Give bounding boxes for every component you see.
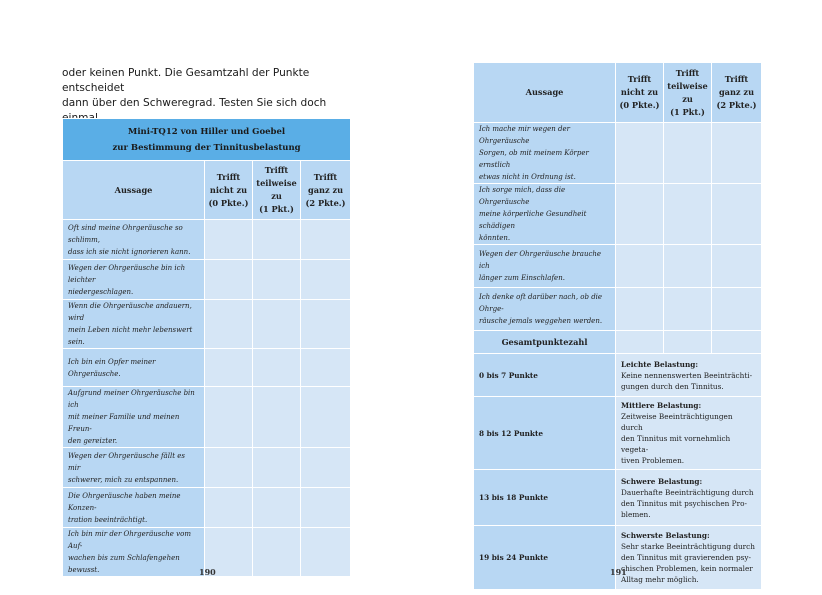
table-row	[63, 488, 351, 528]
header-line: teilweise	[256, 178, 297, 188]
answer-cell	[253, 448, 301, 488]
table-row	[474, 184, 762, 245]
statement-cell	[63, 488, 205, 528]
statement-line: etwas nicht in Ordnung ist.	[479, 173, 576, 181]
score-description-line: chischen Problemen, kein normaler	[621, 564, 753, 573]
header-statement: Aussage	[474, 63, 616, 123]
answer-cell	[205, 260, 253, 300]
score-description-line: gungen durch den Tinnitus.	[621, 381, 724, 391]
statement-line: könnten.	[479, 234, 511, 242]
answer-cell	[301, 300, 351, 349]
header-not-true	[205, 161, 253, 220]
statement-line: den gereizter.	[68, 437, 118, 445]
answer-cell	[301, 220, 351, 260]
statement-line: Ich sorge mich, dass die Ohrgeräusche	[479, 186, 566, 206]
statement-cell	[474, 123, 616, 184]
header-line: (1 Pkt.)	[259, 204, 294, 214]
answer-cell	[712, 245, 762, 288]
header-partly-true	[253, 161, 301, 220]
score-range: 13 bis 18 Punkte	[474, 470, 616, 526]
score-row	[474, 470, 762, 526]
statement-line: meine körperliche Gesundheit schädigen	[479, 210, 587, 230]
answer-cell	[712, 288, 762, 331]
header-line: (0 Pkte.)	[208, 197, 249, 208]
table-row	[63, 349, 351, 387]
answer-cell	[664, 184, 712, 245]
header-line: teilweise	[667, 80, 708, 91]
answer-cell	[712, 184, 762, 245]
answer-cell	[616, 184, 664, 245]
total-cell	[712, 331, 762, 354]
header-line: Trifft	[627, 74, 652, 84]
answer-cell	[301, 488, 351, 528]
header-line: Trifft	[264, 165, 289, 175]
score-description	[616, 354, 762, 397]
header-line: nicht zu	[209, 184, 248, 195]
score-description	[616, 526, 762, 590]
score-description-line: Dauerhafte Beeinträchtigung durch	[621, 487, 754, 497]
header-partly-true	[664, 63, 712, 123]
statement-cell	[474, 184, 616, 245]
score-description-line: Keine nennenswerten Beeinträchti-	[621, 370, 753, 380]
header-fully-true	[301, 161, 351, 220]
statement-line: Oft sind meine Ohrgeräusche so schlimm,	[68, 223, 183, 244]
statement-line: dass ich sie nicht ignorieren kann.	[68, 247, 191, 256]
answer-cell	[301, 448, 351, 488]
page-number-left: 190	[199, 567, 216, 577]
answer-cell	[664, 288, 712, 331]
score-description-line: Alltag mehr möglich.	[621, 575, 699, 584]
statement-line: Wegen der Ohrgeräusche fällt es mir	[68, 451, 185, 472]
score-range: 19 bis 24 Punkte	[474, 526, 616, 590]
statement-line: räusche jemals weggehen werden.	[479, 317, 603, 325]
answer-cell	[205, 387, 253, 448]
statement-line: Wenn die Ohrgeräusche andauern, wird	[68, 302, 192, 322]
score-level-title: Mittlere Belastung:	[621, 401, 702, 410]
statement-cell	[63, 300, 205, 349]
table-row	[63, 300, 351, 349]
header-line: Trifft	[675, 67, 700, 78]
statement-line: Wegen der Ohrgeräusche brauche ich	[479, 250, 602, 270]
statement-line: Die Ohrgeräusche haben meine Konzen-	[68, 491, 181, 512]
statement-line: Aufgrund meiner Ohrgeräusche bin ich	[68, 389, 195, 409]
table-title	[63, 119, 351, 161]
statement-line: niedergeschlagen.	[68, 287, 134, 296]
score-level-title: Schwere Belastung:	[621, 476, 703, 486]
answer-cell	[253, 387, 301, 448]
table-row	[474, 288, 762, 331]
score-range: 8 bis 12 Punkte	[474, 397, 616, 470]
table-row	[474, 123, 762, 184]
score-description-line: Zeitweise Beeinträchtigungen durch	[621, 412, 733, 432]
header-line: zu	[682, 93, 693, 104]
statement-line: wachen bis zum Schlafengehen bewusst.	[68, 554, 180, 574]
header-statement: Aussage	[63, 161, 205, 220]
statement-cell	[63, 220, 205, 260]
score-row	[474, 354, 762, 397]
intro-line: oder keinen Punkt. Die Gesamtzahl der Punkte entscheidet	[62, 67, 310, 94]
statement-line: Sorgen, ob mit meinem Körper ernstlich	[479, 149, 589, 169]
table-row	[63, 387, 351, 448]
page-number-right: 191	[610, 567, 627, 577]
answer-cell	[301, 387, 351, 448]
score-row	[474, 397, 762, 470]
header-line: nicht zu	[620, 87, 659, 97]
statement-line: Wegen der Ohrgeräusche bin ich leichter	[68, 263, 186, 284]
score-description-line: Sehr starke Beeinträchtigung durch	[621, 542, 755, 551]
answer-cell	[664, 245, 712, 288]
statement-cell	[63, 528, 205, 577]
table-row	[63, 448, 351, 488]
answer-cell	[205, 448, 253, 488]
tq12-continued-table	[473, 62, 762, 590]
statement-line: Ich bin mir der Ohrgeräusche vom Auf-	[68, 530, 191, 550]
answer-cell	[205, 220, 253, 260]
table-row	[63, 260, 351, 300]
score-level-title: Leichte Belastung:	[621, 359, 699, 369]
total-cell	[616, 331, 664, 354]
answer-cell	[712, 123, 762, 184]
answer-cell	[253, 300, 301, 349]
score-row	[474, 526, 762, 590]
answer-cell	[301, 260, 351, 300]
statement-cell	[63, 349, 205, 387]
score-description	[616, 397, 762, 470]
statement-cell	[474, 288, 616, 331]
score-level-title: Schwerste Belastung:	[621, 531, 710, 540]
answer-cell	[253, 349, 301, 387]
total-score-label: Gesamtpunktezahl	[474, 331, 616, 354]
answer-cell	[253, 528, 301, 577]
header-fully-true	[712, 63, 762, 123]
score-range: 0 bis 7 Punkte	[474, 354, 616, 397]
answer-cell	[205, 488, 253, 528]
statement-cell	[474, 245, 616, 288]
answer-cell	[616, 245, 664, 288]
statement-line: länger zum Einschlafen.	[479, 274, 565, 282]
table-title-line: zur Bestimmung der Tinnitusbelastung	[112, 142, 301, 153]
answer-cell	[253, 488, 301, 528]
answer-cell	[301, 349, 351, 387]
score-description-line: den Tinnitus mit gravierenden psy-	[621, 553, 751, 562]
answer-cell	[205, 300, 253, 349]
score-description-line: den Tinnitus mit psychischen Pro-	[621, 498, 747, 508]
statement-line: mein Leben nicht mehr lebenswert sein.	[68, 326, 193, 346]
score-description-line: tiven Problemen.	[621, 456, 685, 465]
header-line: (2 Pkte.)	[305, 197, 346, 208]
statement-line: Ich denke oft darüber nach, ob die Ohrge-	[479, 293, 603, 313]
total-cell	[664, 331, 712, 354]
statement-line: Ich bin ein Opfer meiner Ohrgeräusche.	[68, 357, 156, 378]
statement-line: mit meiner Familie und meinen Freun-	[68, 413, 180, 433]
table-row	[474, 245, 762, 288]
header-line: (2 Pkte.)	[716, 100, 757, 110]
header-line: ganz zu	[307, 184, 344, 195]
header-line: Trifft	[724, 74, 749, 84]
answer-cell	[205, 349, 253, 387]
header-not-true	[616, 63, 664, 123]
answer-cell	[664, 123, 712, 184]
header-line: zu	[271, 191, 282, 201]
table-title-line: Mini-TQ12 von Hiller und Goebel	[127, 126, 286, 137]
score-description-line: den Tinnitus mit vornehmlich vegeta-	[621, 434, 731, 454]
header-line: Trifft	[216, 171, 241, 182]
statement-cell	[63, 387, 205, 448]
statement-line: schwerer, mich zu entspannen.	[68, 475, 179, 484]
statement-line: tration beeinträchtigt.	[68, 515, 148, 524]
score-description	[616, 470, 762, 526]
answer-cell	[253, 220, 301, 260]
score-description-line: blemen.	[621, 509, 651, 519]
answer-cell	[616, 123, 664, 184]
header-line: Trifft	[313, 171, 338, 182]
statement-cell	[63, 260, 205, 300]
answer-cell	[253, 260, 301, 300]
header-line: ganz zu	[718, 87, 755, 97]
statement-line: Ich mache mir wegen der Ohrgeräusche	[479, 125, 570, 145]
statement-cell	[63, 448, 205, 488]
mini-tq12-table	[62, 118, 351, 577]
header-line: (0 Pkte.)	[619, 100, 660, 110]
answer-cell	[301, 528, 351, 577]
header-line: (1 Pkt.)	[670, 106, 705, 117]
answer-cell	[616, 288, 664, 331]
intro-line: dann über den Schweregrad. Testen Sie sich doch	[62, 97, 327, 109]
table-row	[63, 220, 351, 260]
